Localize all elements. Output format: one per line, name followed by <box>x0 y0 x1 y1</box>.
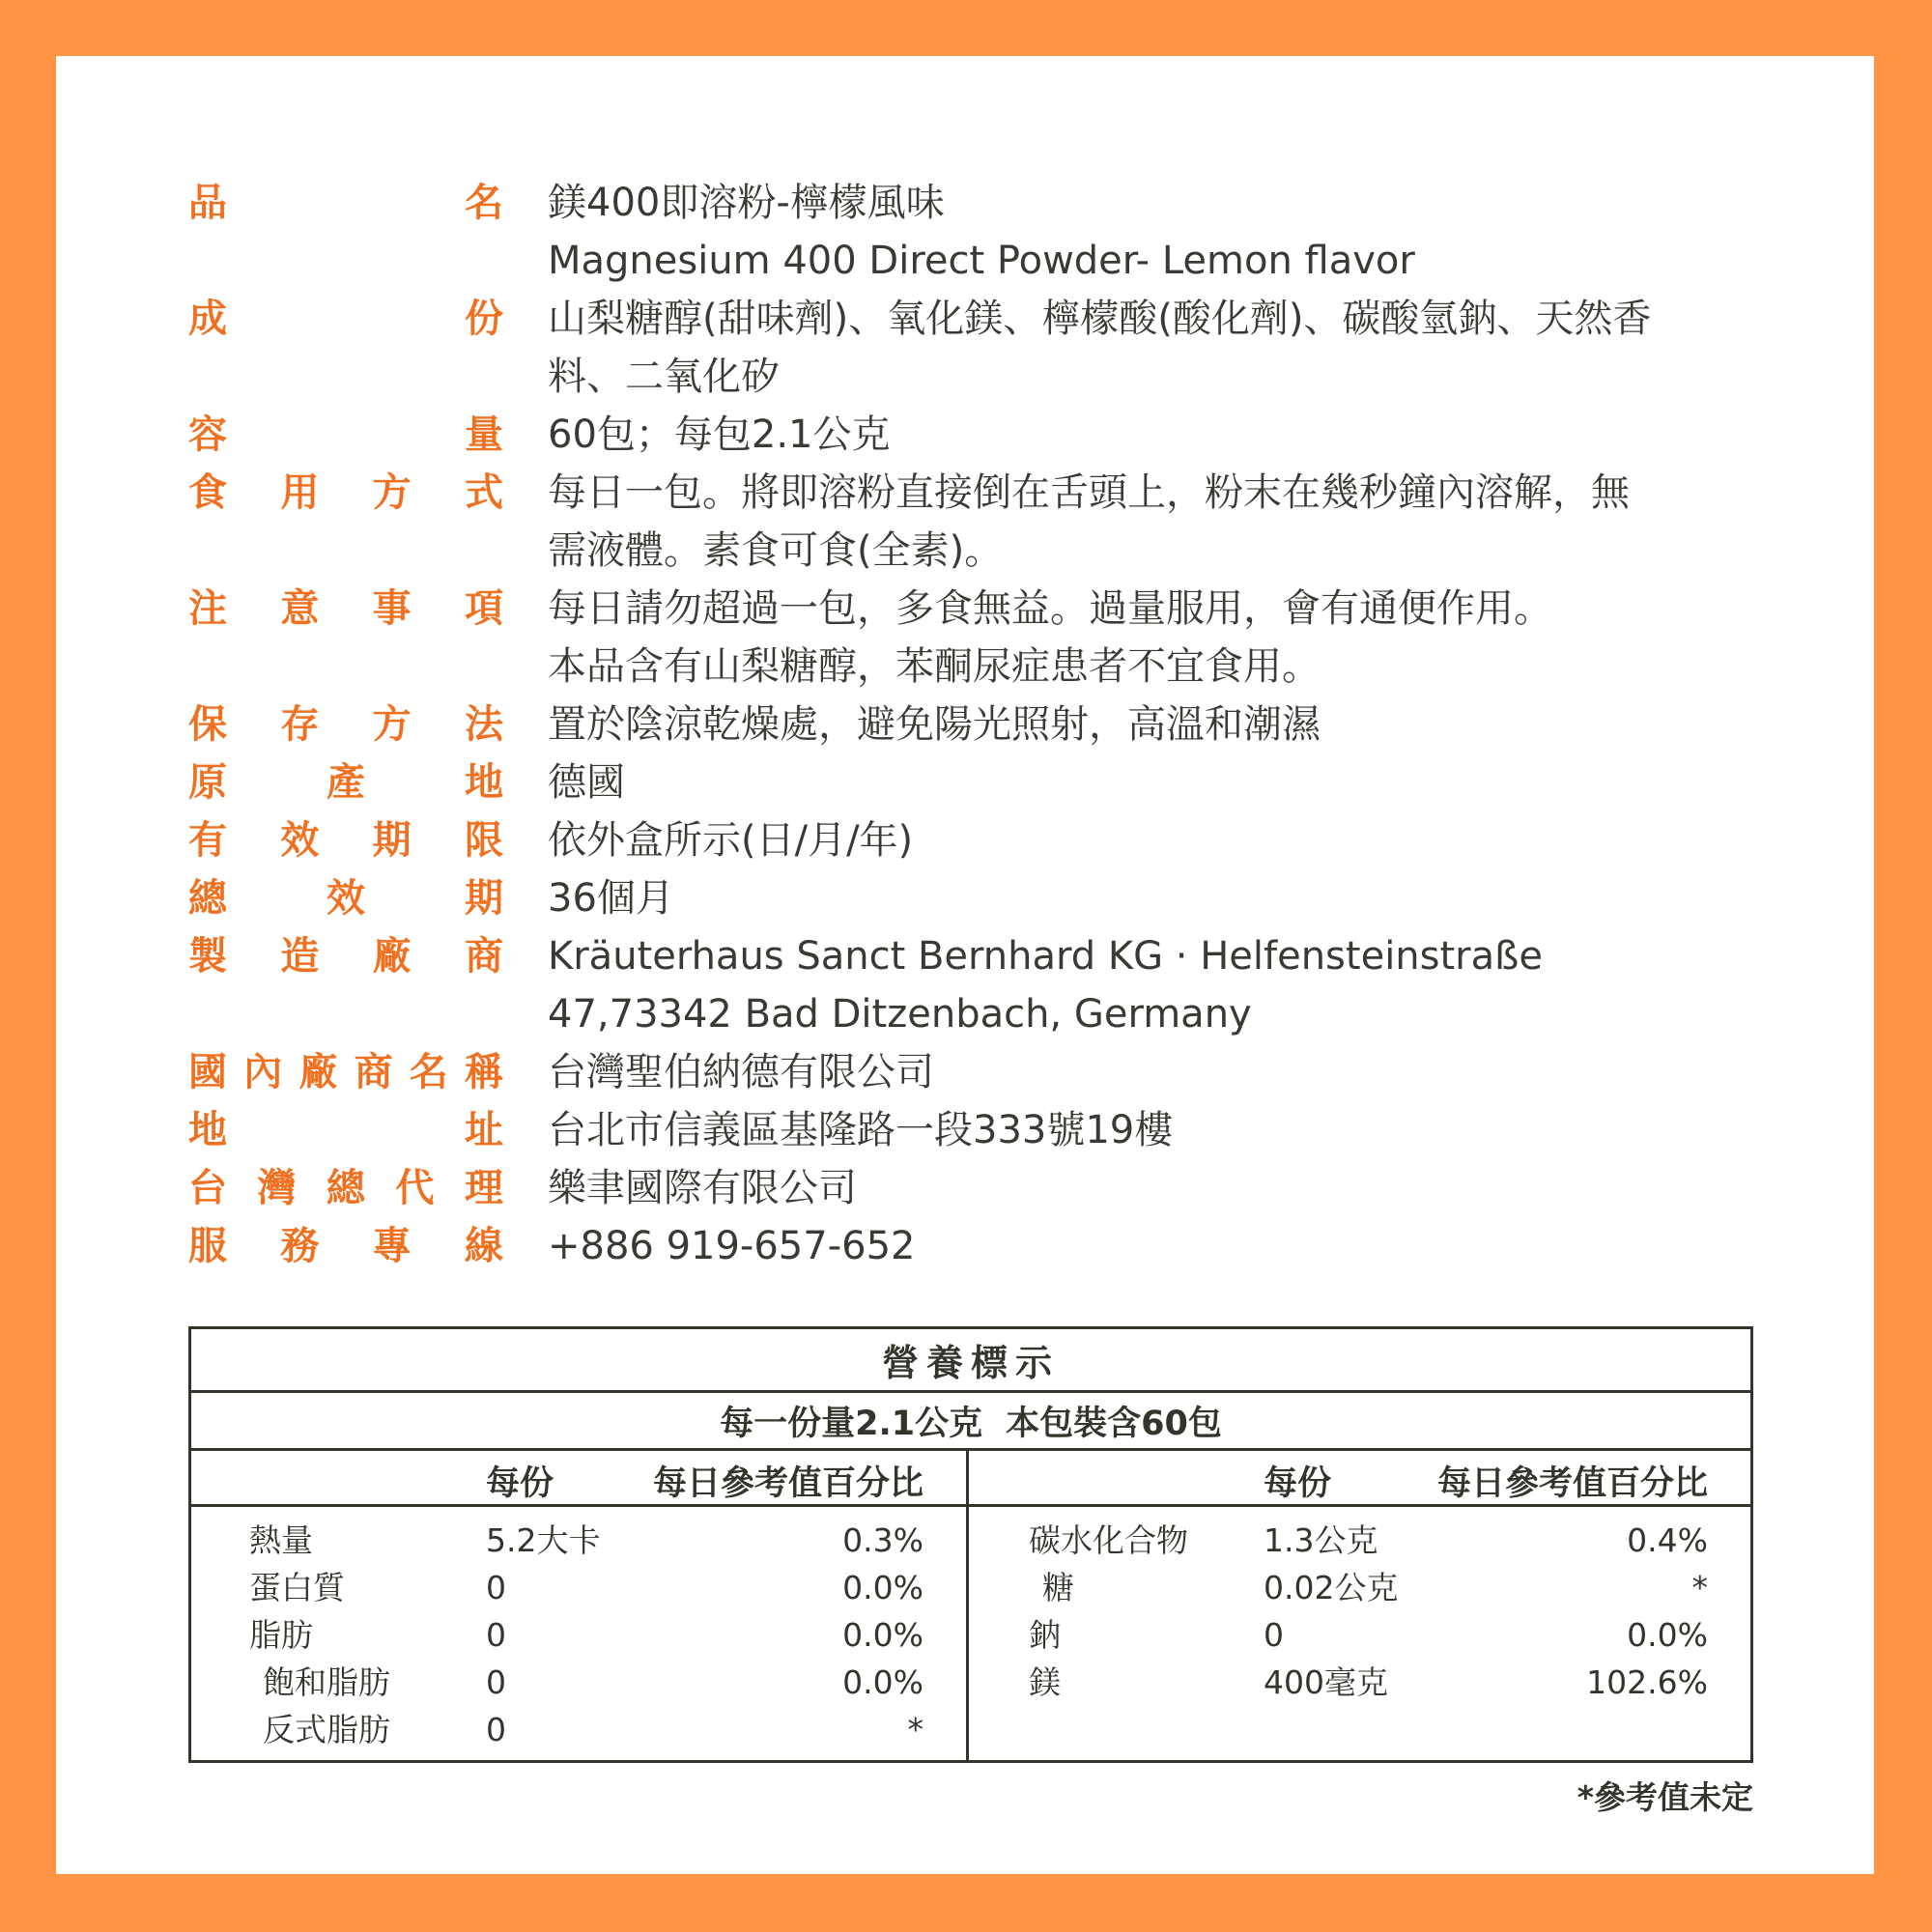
info-label-char: 代 <box>395 1166 435 1210</box>
serving-size: 每一份量2.1公克 <box>720 1404 983 1443</box>
nutrient-amount: 0 <box>486 1616 506 1654</box>
nutrient-daily-pct: 0.4% <box>1627 1521 1708 1559</box>
info-label-char: 產 <box>327 760 365 805</box>
info-label-char: 造 <box>280 934 320 979</box>
info-label-char: 注 <box>188 586 227 631</box>
nutrient-daily-pct: * <box>1691 1569 1708 1606</box>
nutrient-row <box>969 1611 1750 1659</box>
nutrient-row <box>969 1564 1750 1611</box>
info-label-char: 址 <box>465 1108 503 1152</box>
nutrition-left-column <box>191 1451 969 1760</box>
nutrition-title: 營養標示 <box>191 1329 1750 1393</box>
nutrient-amount: 0 <box>1264 1616 1284 1654</box>
info-value-line: 山梨糖醇(甜味劑)、氧化鎂、檸檬酸(酸化劑)、碳酸氫鈉、天然香 <box>548 297 1652 341</box>
nutrition-right-column <box>969 1451 1750 1760</box>
info-row <box>188 1217 1763 1275</box>
info-row <box>188 406 1763 464</box>
info-label <box>188 869 503 927</box>
info-label-char: 理 <box>465 1166 503 1210</box>
info-value <box>548 1043 1763 1101</box>
info-row <box>188 811 1763 869</box>
nutrient-daily-pct: 0.0% <box>842 1663 923 1701</box>
nutrient-row <box>191 1517 966 1564</box>
info-value-line: 依外盒所示(日/月/年) <box>548 818 914 863</box>
info-row <box>188 174 1763 290</box>
nutrient-amount: 0 <box>486 1569 506 1606</box>
info-label <box>188 1101 503 1159</box>
nutrition-left-header <box>191 1451 966 1507</box>
info-label-char: 方 <box>372 702 412 747</box>
nutrient-name: 鈉 <box>1029 1616 1061 1654</box>
info-label <box>188 580 503 638</box>
nutrient-row <box>191 1564 966 1611</box>
info-value-line: Magnesium 400 Direct Powder- Lemon flavor <box>548 239 1415 283</box>
info-value-line: 60包；每包2.1公克 <box>548 412 891 457</box>
serving-info <box>191 1393 1750 1451</box>
nutrient-daily-pct: 0.0% <box>1627 1616 1708 1654</box>
info-label-char: 內 <box>243 1050 283 1094</box>
info-label-char: 商 <box>464 934 503 979</box>
info-label-char: 效 <box>327 876 365 921</box>
info-label-char: 廠 <box>372 934 412 979</box>
info-label <box>188 927 503 985</box>
info-label-char: 效 <box>280 818 320 863</box>
nutrient-amount: 0 <box>486 1711 506 1748</box>
info-label-char: 期 <box>465 876 503 921</box>
info-label-char: 地 <box>465 760 503 805</box>
nutrient-name: 蛋白質 <box>249 1569 345 1606</box>
col-daily-pct: 每日參考值百分比 <box>652 1464 923 1503</box>
info-value-line: 47,73342 Bad Ditzenbach, Germany <box>548 992 1252 1037</box>
info-row <box>188 1043 1763 1101</box>
info-value-line: +886 919-657-652 <box>548 1224 916 1268</box>
info-value <box>548 464 1763 580</box>
info-label-char: 項 <box>464 586 503 631</box>
nutrient-amount: 5.2大卡 <box>486 1521 601 1559</box>
info-label <box>188 1043 503 1101</box>
info-value <box>548 406 1763 464</box>
info-label <box>188 696 503 753</box>
info-value-line: 鎂400即溶粉-檸檬風味 <box>548 181 945 225</box>
info-value <box>548 1159 1763 1217</box>
info-value <box>548 869 1763 927</box>
info-label-char: 容 <box>188 412 227 457</box>
nutrient-row <box>969 1517 1750 1564</box>
info-value <box>548 580 1763 696</box>
info-label <box>188 464 503 522</box>
col-daily-pct: 每日參考值百分比 <box>1436 1464 1708 1503</box>
info-label-char: 用 <box>280 470 320 515</box>
info-label-char: 台 <box>188 1166 227 1210</box>
nutrition-right-header <box>969 1451 1750 1507</box>
info-value-line: 需液體。素食可食(全素)。 <box>548 528 1004 573</box>
nutrient-name: 碳水化合物 <box>1029 1521 1188 1559</box>
info-label <box>188 290 503 348</box>
info-label-char: 事 <box>372 586 412 631</box>
col-per-serving: 每份 <box>486 1464 554 1503</box>
nutrient-daily-pct: 0.0% <box>842 1569 923 1606</box>
info-label-char: 服 <box>188 1224 227 1268</box>
info-label-char: 廠 <box>298 1050 338 1094</box>
info-label-char: 商 <box>354 1050 393 1094</box>
nutrient-row <box>969 1659 1750 1706</box>
nutrient-row <box>191 1706 966 1753</box>
info-value-line: 台灣聖伯納德有限公司 <box>548 1050 934 1094</box>
col-per-serving: 每份 <box>1264 1464 1332 1503</box>
info-value <box>548 174 1763 290</box>
info-label-char: 品 <box>188 181 227 225</box>
info-label-char: 專 <box>372 1224 412 1268</box>
nutrient-amount: 0 <box>486 1663 506 1701</box>
info-label <box>188 753 503 811</box>
info-label-char: 意 <box>280 586 320 631</box>
info-row <box>188 696 1763 753</box>
info-label-char: 線 <box>464 1224 503 1268</box>
nutrition-left-body <box>191 1507 966 1753</box>
info-value <box>548 290 1763 406</box>
info-value <box>548 811 1763 869</box>
info-value <box>548 1101 1763 1159</box>
info-label-char: 法 <box>464 702 503 747</box>
info-value-line: 樂聿國際有限公司 <box>548 1166 857 1210</box>
nutrient-amount: 1.3公克 <box>1264 1521 1378 1559</box>
info-label <box>188 1217 503 1275</box>
info-value-line: 置於陰涼乾燥處，避免陽光照射，高溫和潮濕 <box>548 702 1321 747</box>
info-value-line: 德國 <box>548 760 625 805</box>
info-label-char: 限 <box>464 818 503 863</box>
info-value <box>548 1217 1763 1275</box>
info-value-line: 料、二氧化矽 <box>548 355 780 399</box>
nutrient-name: 糖 <box>1042 1569 1074 1606</box>
info-row <box>188 464 1763 580</box>
info-label-char: 成 <box>188 297 227 341</box>
info-label-char: 食 <box>188 470 227 515</box>
info-label-char: 名 <box>409 1050 448 1094</box>
info-value-line: 每日請勿超過一包，多食無益。過量服用，會有通便作用。 <box>548 586 1552 631</box>
info-value-line: 台北市信義區基隆路一段333號19樓 <box>548 1108 1174 1152</box>
info-row <box>188 753 1763 811</box>
info-label-char: 名 <box>465 181 503 225</box>
info-row <box>188 290 1763 406</box>
info-value <box>548 927 1763 1043</box>
nutrient-amount: 0.02公克 <box>1264 1569 1399 1606</box>
info-value-line: 36個月 <box>548 876 674 921</box>
info-row <box>188 869 1763 927</box>
info-row <box>188 927 1763 1043</box>
nutrient-daily-pct: 102.6% <box>1586 1663 1708 1701</box>
info-label-char: 製 <box>188 934 227 979</box>
info-row <box>188 1101 1763 1159</box>
info-label-char: 原 <box>188 760 227 805</box>
info-label-char: 總 <box>327 1166 365 1210</box>
info-label-char: 存 <box>280 702 320 747</box>
nutrient-name: 熱量 <box>249 1521 313 1559</box>
nutrient-daily-pct: 0.0% <box>842 1616 923 1654</box>
info-label-char: 國 <box>188 1050 227 1094</box>
info-label <box>188 1159 503 1217</box>
info-label-char: 稱 <box>464 1050 503 1094</box>
nutrition-grid <box>191 1451 1750 1760</box>
nutrient-name: 飽和脂肪 <box>263 1663 390 1701</box>
nutrition-facts-table <box>188 1326 1753 1763</box>
info-label-char: 灣 <box>257 1166 297 1210</box>
info-row <box>188 580 1763 696</box>
info-value-line: 每日一包。將即溶粉直接倒在舌頭上，粉末在幾秒鐘內溶解，無 <box>548 470 1630 515</box>
info-value-line: Kräuterhaus Sanct Bernhard KG · Helfensteinstraße <box>548 934 1543 979</box>
product-info-list <box>188 174 1763 1275</box>
info-label-char: 保 <box>188 702 227 747</box>
nutrition-right-body <box>969 1507 1750 1706</box>
nutrient-name: 反式脂肪 <box>263 1711 390 1748</box>
info-label-char: 有 <box>188 818 227 863</box>
nutrient-daily-pct: * <box>907 1711 923 1748</box>
info-label <box>188 174 503 232</box>
info-label-char: 方 <box>372 470 412 515</box>
info-value-line: 本品含有山梨糖醇，苯酮尿症患者不宜食用。 <box>548 644 1321 689</box>
info-label-char: 份 <box>465 297 503 341</box>
info-value <box>548 753 1763 811</box>
info-value <box>548 696 1763 753</box>
info-label-char: 量 <box>465 412 503 457</box>
nutrient-row <box>191 1659 966 1706</box>
nutrient-daily-pct: 0.3% <box>842 1521 923 1559</box>
info-label-char: 式 <box>464 470 503 515</box>
info-label-char: 期 <box>372 818 412 863</box>
info-label-char: 總 <box>188 876 227 921</box>
info-row <box>188 1159 1763 1217</box>
servings-per-pack: 本包裝含60包 <box>1006 1404 1222 1443</box>
info-label <box>188 406 503 464</box>
nutrient-amount: 400毫克 <box>1264 1663 1388 1701</box>
nutrient-name: 鎂 <box>1029 1663 1061 1701</box>
nutrient-row <box>191 1611 966 1659</box>
nutrient-name: 脂肪 <box>249 1616 313 1654</box>
info-label-char: 務 <box>280 1224 320 1268</box>
info-label <box>188 811 503 869</box>
footnote: *參考值未定 <box>1577 1778 1753 1816</box>
info-label-char: 地 <box>188 1108 227 1152</box>
